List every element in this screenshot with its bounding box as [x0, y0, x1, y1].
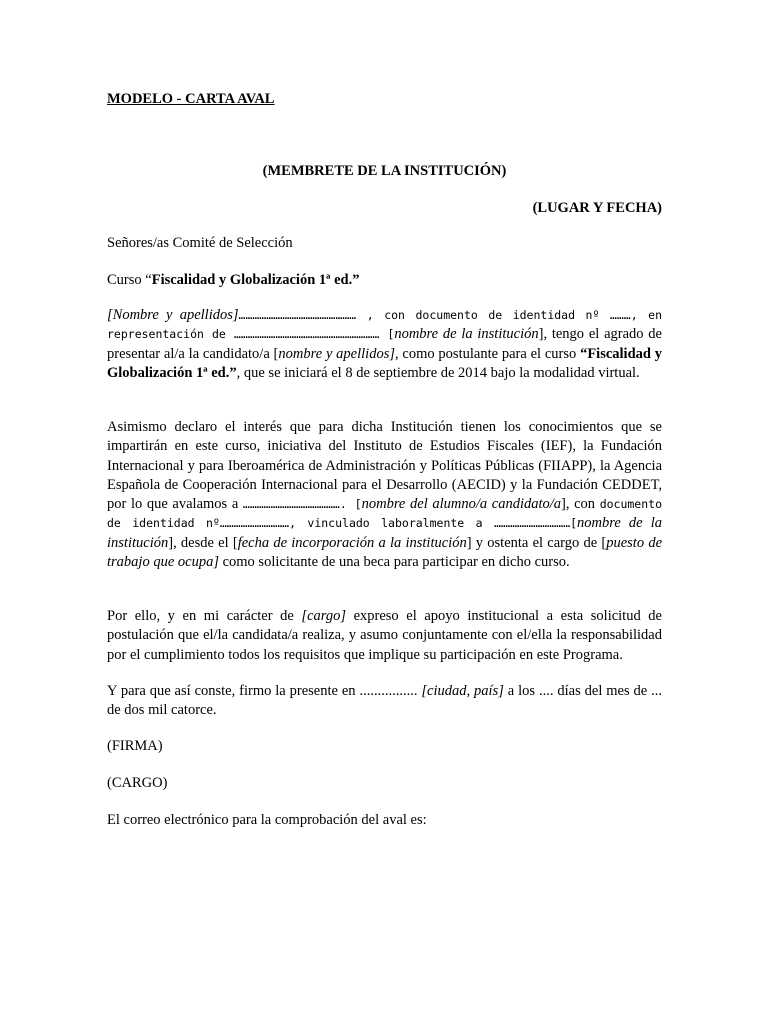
- letterhead-placeholder: (MEMBRETE DE LA INSTITUCIÓN): [262, 163, 507, 179]
- p1-s1: [Nombre y apellidos]: [107, 307, 239, 323]
- paragraph-interest: [107, 418, 662, 572]
- p2-s6: nombre de la institución: [107, 515, 662, 551]
- p2-s9: ] y ostenta el cargo de [: [466, 534, 607, 551]
- p4-s2: [ciudad, país]: [421, 683, 504, 699]
- p2-s10: puesto de trabajo que ocupa]: [107, 534, 662, 571]
- p2-s4: ], con: [561, 496, 600, 513]
- document-title: MODELO - CARTA AVAL: [107, 91, 275, 107]
- paragraph-support: [107, 607, 662, 665]
- p3-s1: Por ello, y en mi carácter de: [107, 608, 302, 624]
- p4-s1: Y para que así conste, firmo la presente en ................: [107, 683, 422, 699]
- p1-s5: nombre y apellidos]: [278, 345, 395, 362]
- salutation: Señores/as Comité de Selección: [107, 235, 293, 251]
- p3-s3: expreso el apoyo institucional a esta solicitud de postulación que el/la candidata/a realiza, y asumo conjuntamente con el/ella la responsabilidad por el cumplimiento todos los requisitos que implique su participación en este Programa.: [107, 608, 662, 663]
- p4-s3: a los .... días del mes de ... de dos mil catorce.: [107, 683, 662, 719]
- course-line: [107, 272, 359, 289]
- course-prefix: Curso “: [107, 272, 152, 288]
- p1-s8: , que se iniciará el 8 de septiembre de 2014 bajo la modalidad virtual.: [236, 364, 640, 381]
- p2-s11: como solicitante de una beca para participar en dicho curso.: [218, 554, 570, 571]
- signature-placeholder: (FIRMA): [107, 738, 163, 754]
- p2-s8: fecha de incorporación a la institución: [237, 534, 467, 551]
- course-name: Fiscalidad y Globalización 1ª ed.”: [151, 272, 360, 288]
- p1-s6: , como postulante para el curso: [395, 345, 581, 362]
- position-placeholder: (CARGO): [107, 775, 168, 791]
- p1-s7: “Fiscalidad y Globalización 1ª ed.”: [107, 345, 663, 381]
- paragraph-signature-place: [107, 682, 662, 721]
- p1-s2: …………………………………………… , con documento de identidad nº ………, en representación de ……………………………………………………… [: [107, 308, 662, 342]
- place-date-placeholder: (LUGAR Y FECHA): [532, 200, 662, 216]
- p1-s3: nombre de la institución: [394, 326, 539, 343]
- p2-s1: Asimismo declaro el interés que para dicha Institución tienen los conocimientos que se impartirán en este curso, iniciativa del Instituto de Estudios Fiscales (IEF), la Fundación Internacional y para Iberoamérica de Administración y Políticas Públicas (FIIAPP), la Agencia Española de Cooperación Internacional para el Desarrollo (AECID) y la Fundación CEDDET, por lo que avalamos a: [107, 419, 662, 513]
- p2-s5: documento de identidad nº…………………………, vinculado laboralmente a ……………………………[: [107, 497, 662, 531]
- p3-s2: [cargo]: [301, 608, 346, 624]
- p1-s4: ], tengo el agrado de presentar al/a la candidato/a [: [107, 326, 662, 362]
- email-line: El correo electrónico para la comprobación del aval es:: [107, 812, 427, 828]
- p2-s3: nombre del alumno/a candidato/a: [361, 496, 562, 513]
- paragraph-presentation: [107, 306, 662, 383]
- p2-s7: ], desde el [: [168, 534, 238, 551]
- p2-s2: ……………………………………. [: [242, 497, 362, 512]
